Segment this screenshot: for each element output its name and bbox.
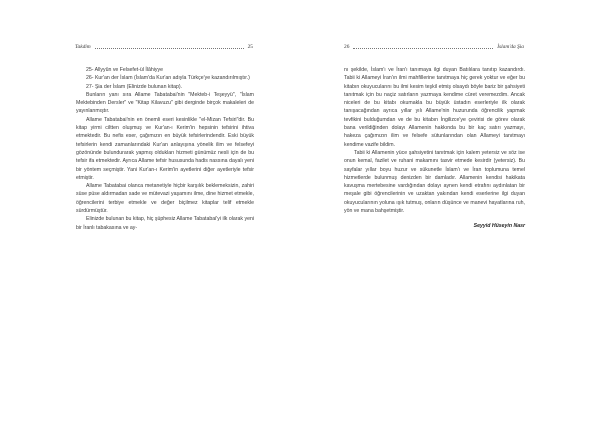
left-page-header-title: Takdim [75,44,91,50]
right-paragraph: Tabii ki Allamenin yüce şahsiyetini tanıtmak için kalem yetersiz ve söz ise onun kemal, fazilet ve ruhani makamını tasvir etmede kesirdir (yetersiz). Bu sayfalar yıllar boyu huzur ve sükunetle İslam'ı ve İran toplumuna temel hizmetlerde bulunmuş denizden bir damladır. Allamenin kendisi hakikata kavuşma mertebesine vardığından dolayı aynen kendi etrafını aydınlatan bir meşale gibi öğrencilerinin ve uzaktan yakından kendi eserlerine ilgi duyan okuyucularının yoluna ışık tutmuş, onların düşünce ve manevi hayatlarına ruh, yön ve mana bahşetmiştir. [344,149,525,215]
left-paragraph: Elinizde bulunan bu kitap, hiç şüphesiz Allame Tabatabai'yi ilk olarak yeni bir İranlı tabakasına ve ay- [76,216,254,231]
header-dot-leader [95,48,244,49]
author-signature: Seyyid Hüseyin Nasr [473,223,525,230]
right-page-header-title: İslam'da Şia [497,44,524,50]
left-paragraph: Allame Tabatabai'nin en önemli eseri kesinlikle "el-Mizan Tefsiri"dir. Bu kitap yirmi ciltten oluşmuş ve Kur'an-ı Kerim'in hepsinin tefsirini ihtiva etmektedir. Bu nefis eser, çağımızın en büyük tefsirlerindendir. Eski büyük tefsirlerin kendi zamanlarındaki Kur'an anlayışına yönelik ilim ve felsefeyi gözönünde bulundurarak yapmış oldukları hizmeti günümüz nesli için de bu tefsir ifa etmektedir. Ayrıca Allame tefsir hususunda hadis nassına dayalı yeni bir yöntem seçmiştir. Yani Kur'an-ı Kerim'in ayetlerini diğer ayetleriyle tefsir etmiştir. [76,116,254,181]
right-paragraph: nı şekilde, İslam'ı ve İran'ı tanımaya ilgi duyan Batılılara tanıtıp kazandırdı. Tabii ki Allameyi İran'ın ilmi mahfillerine tanıtmaya hiç gerek yoktur ve eğer bu kitabın okuyucularını bu ilmi kesim teşkil etmiş olsaydı böyle bariz bir şahsiyeti tanıtmak için bu naçiz satırların yazmaya kendime cüret veremezdim. Ancak niceleri de bu kitabı okumakla bu büyük üstadın eserleriyle ilk olarak tanışacağından ayrıca yıllar yılı Allame'nin huzurunda öğrencilik yapmak tevfikini bulduğumdan ve de bu kitabın İngilizce'ye çevirisi de görev olarak bana verildiğinden dolayı Allamenin hakkında bu bir kaç satırı yazmayı, hakeza çağımızın ilim ve felsefe sütunlarından olan Allameyi tanıtmayı kendime vazife bildim. [344,67,525,148]
header-dot-leader [353,48,493,49]
left-paragraph: 25- Allyyûn ve Felsefet-ül İlâhiyye [86,67,163,73]
left-paragraph: Allame Tabatabai olanca metanetiyle hiçbir karşılık beklemeksizin, zahiri süse püse aldırmadan sade ve mütevazi yaşamını ilme, dine hizmet etmekle, öğrencilerini terbiye etmekle ve değer biçilmez kitaplar telif etmekle sürdürmüştür. [76,183,254,215]
left-paragraph: 27- Şia der İslam (Elinizde bulunan kitap). [86,83,183,90]
left-paragraph: Bunların yanı sıra Allame Tabatabai'nin "Mekteb-i Teşeyyü", "İslam Mektebinden Dersler" ve "Kitap Kilavuzu" gibi derginde birçok makaleleri de yayınlanmıştır. [76,91,254,115]
right-page-number: 26 [344,44,350,50]
right-page-header [344,44,524,50]
left-page-header [75,44,253,50]
left-page-number: 25 [247,44,253,50]
right-page-body [344,66,525,231]
right-page [300,0,600,424]
left-page-body [76,66,254,232]
left-paragraph: 26- Kur'an der İslam (İslam'da Kur'an adıyla Türkçe'ye kazandırılmıştır.) [86,75,250,82]
